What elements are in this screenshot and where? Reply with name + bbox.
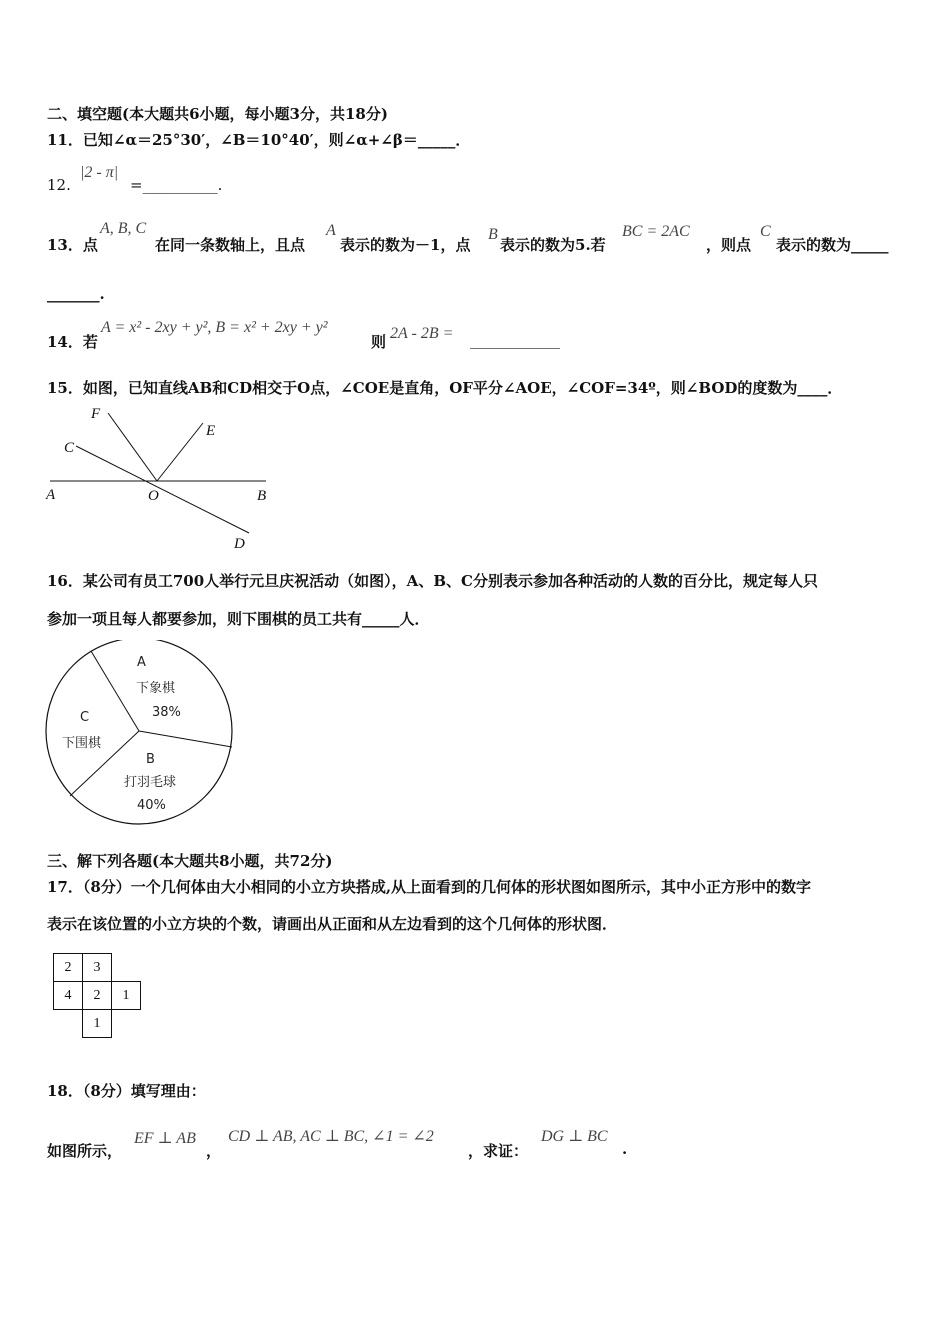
- question-18-comma: ，: [206, 1142, 222, 1160]
- pie-chart: [40, 640, 245, 830]
- pie-divider-ac: [91, 651, 139, 731]
- pie-slice-b-label: 打羽毛球: [124, 775, 177, 790]
- ray-oe: [157, 423, 203, 481]
- section-3-header: 三、解下列各题(本大题共8小题，共72分): [47, 852, 333, 870]
- pie-slice-c-label: 下围棋: [62, 736, 102, 751]
- question-14-number: 14．若: [47, 333, 98, 351]
- question-18-period: .: [622, 1140, 628, 1158]
- label-a: A: [46, 487, 56, 503]
- grid-cell: 1: [83, 1010, 112, 1038]
- question-13-point-a: A: [326, 222, 336, 239]
- figure-intersecting-lines: [40, 400, 280, 555]
- question-18-math-1: EF ⊥ AB: [134, 1130, 196, 1147]
- label-d: D: [234, 536, 245, 552]
- line-cd: [76, 446, 249, 533]
- grid-cell: 2: [83, 982, 112, 1010]
- label-f: F: [91, 406, 101, 422]
- label-b: B: [257, 488, 267, 504]
- grid-cell: 1: [112, 982, 141, 1010]
- pie-slice-a-letter: A: [137, 655, 146, 670]
- question-13-text-1: 在同一条数轴上，且点: [155, 236, 306, 254]
- label-e: E: [206, 423, 216, 439]
- question-13-number: 13．点: [47, 236, 98, 254]
- grid-cell: 4: [54, 982, 83, 1010]
- question-13-text-4: ，则点: [706, 236, 752, 254]
- pie-slice-a-value: 38%: [152, 705, 181, 720]
- label-o: O: [148, 488, 159, 504]
- question-18-text-2: ，求证：: [468, 1142, 529, 1160]
- grid-cell: 3: [83, 954, 112, 982]
- pie-slice-c-letter: C: [80, 710, 90, 725]
- label-c: C: [64, 440, 75, 456]
- pie-slice-b-value: 40%: [137, 798, 166, 813]
- question-17-line-2: 表示在该位置的小立方块的个数，请画出从正面和从左边看到的这个几何体的形状图．: [47, 915, 618, 933]
- question-14-text: 则: [371, 333, 387, 351]
- question-13-continuation: _______.: [47, 285, 105, 303]
- question-13-text-5: 表示的数为_____: [776, 236, 889, 254]
- question-13-relation: BC = 2AC: [622, 223, 690, 240]
- question-13-point-b: B: [488, 226, 498, 243]
- question-17-line-1: 17．（8分）一个几何体由大小相同的小立方块搭成,从上面看到的几何体的形状图如图所示，其中小正方形中的数字: [47, 878, 812, 896]
- pie-slice-b-letter: B: [146, 752, 155, 767]
- top-view-grid: [53, 953, 141, 1038]
- ray-of: [108, 413, 157, 481]
- grid-cell: 2: [54, 954, 83, 982]
- question-12-number: 12.: [47, 176, 71, 194]
- question-13-text-3: 表示的数为5.若: [500, 236, 606, 254]
- question-14-expression: A = x² - 2xy + y², B = x² + 2xy + y²: [101, 319, 328, 336]
- grid-empty: [54, 1010, 83, 1038]
- question-13-text-2: 表示的数为－1，点: [340, 236, 471, 254]
- section-2-header: 二、填空题(本大题共6小题，每小题3分，共18分): [47, 105, 388, 123]
- question-18-math-3: DG ⊥ BC: [541, 1128, 608, 1145]
- question-15: 15．如图，已知直线AB和CD相交于O点，∠COE是直角，OF平分∠AOE，∠COF=34º，则∠BOD的度数为____．: [47, 379, 843, 397]
- question-13-point-c: C: [760, 223, 771, 240]
- grid-empty: [112, 954, 141, 982]
- question-18-math-2: CD ⊥ AB, AC ⊥ BC, ∠1 = ∠2: [228, 1128, 434, 1145]
- pie-slice-a-label: 下象棋: [136, 681, 176, 696]
- question-11: 11．已知∠α＝25°30′，∠B＝10°40′，则∠α+∠β＝_____．: [47, 131, 471, 149]
- question-14-expression-2: 2A - 2B =: [390, 325, 454, 342]
- question-18-text-1: 如图所示，: [47, 1142, 123, 1160]
- question-12-answer-blank: =__________.: [130, 176, 223, 194]
- question-12-expression: |2 - π|: [80, 164, 119, 181]
- question-18-title: 18．（8分）填写理由：: [47, 1082, 206, 1100]
- pie-divider-ab: [139, 731, 232, 747]
- question-14-answer-blank: ____________: [470, 331, 560, 349]
- question-16-line-1: 16．某公司有员工700人举行元旦庆祝活动（如图），A、B、C分别表示参加各种活动的人数的百分比，规定每人只: [47, 572, 818, 590]
- question-16-line-2: 参加一项且每人都要参加，则下围棋的员工共有_____人．: [47, 610, 430, 628]
- question-13-points: A, B, C: [100, 220, 147, 237]
- grid-empty: [112, 1010, 141, 1038]
